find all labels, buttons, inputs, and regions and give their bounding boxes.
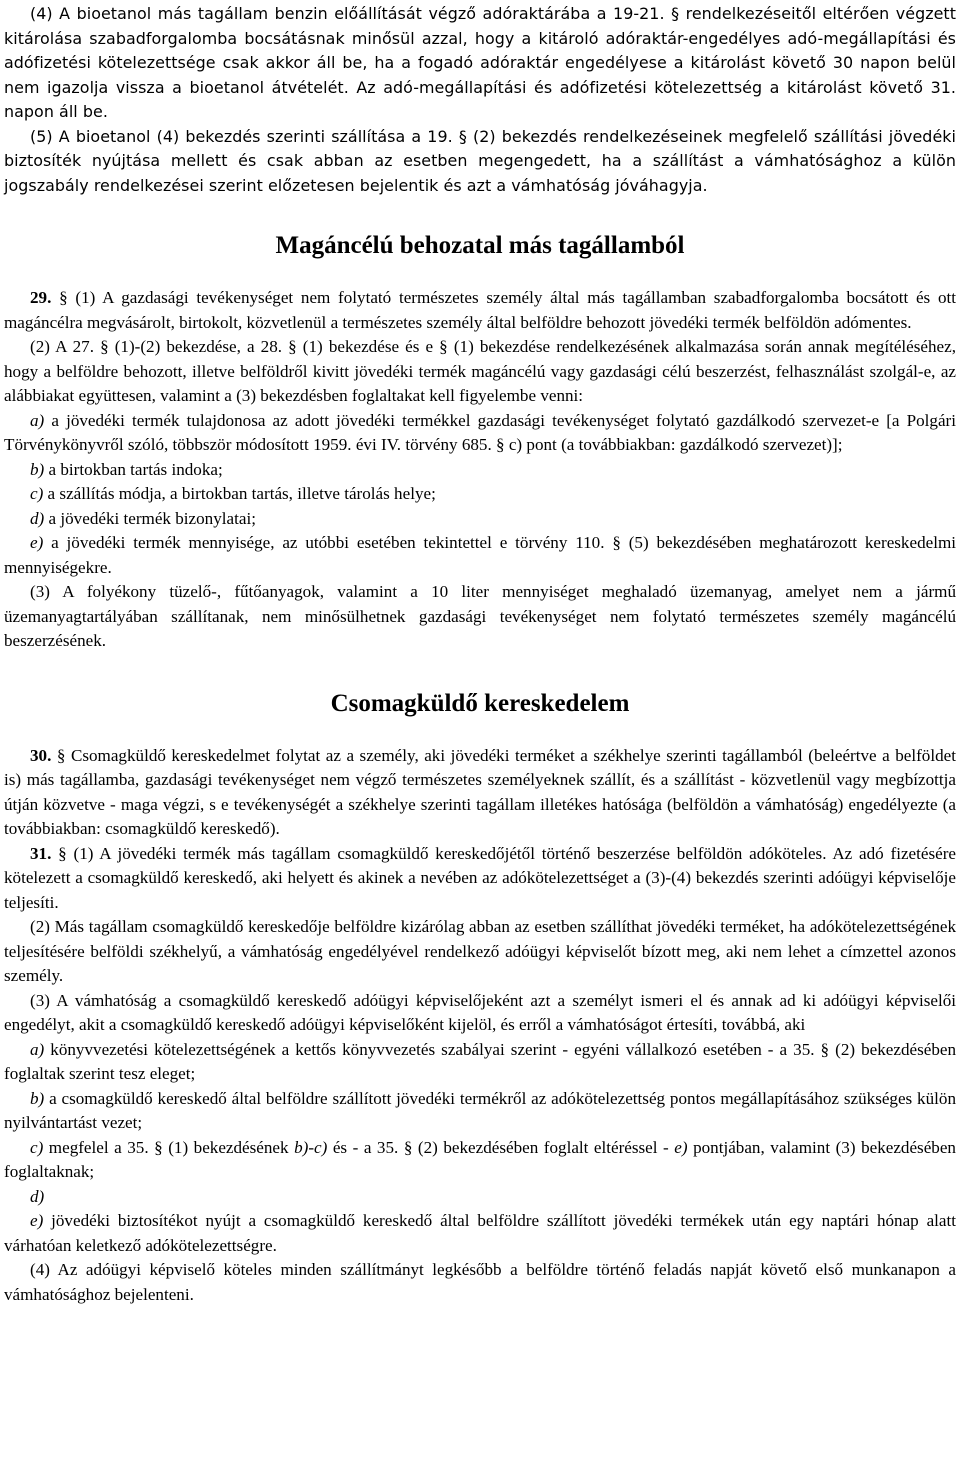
- list-item-31-a: [4, 1038, 956, 1087]
- list-item-ref: b)-c): [294, 1137, 328, 1157]
- paragraph-bioetanol-5: (5) A bioetanol (4) bekezdés szerinti szállítása a 19. § (2) bekezdés rendelkezéseinek megfelelő szállítási jövedéki biztosíték nyújtása mellett és csak abban az esetben megengedett, ha a szállítást a vámhatósághoz a külön jogszabály rendelkezései szerint előzetesen bejelentik és azt a vámhatóság jóváhagyja.: [4, 126, 956, 195]
- paragraph-30: [4, 744, 956, 842]
- list-item-text: megfelel a 35. § (1) bekezdésének: [43, 1137, 295, 1157]
- list-item-text: jövedéki biztosítékot nyújt a csomagküldő kereskedő által belföldre szállított jövedéki termékek után egy naptári hónap alatt várhatóan keletkező adókötelezettségre.: [4, 1211, 956, 1255]
- list-item-text: a szállítás módja, a birtokban tartás, illetve tárolás helye;: [43, 484, 436, 503]
- list-item-31-c: [4, 1136, 956, 1185]
- paragraph-29-3: (3) A folyékony tüzelő-, fűtőanyagok, valamint a 10 liter mennyiséget meghaladó üzemanyag, amelyet nem a jármű üzemanyagtartályában szállítanak, nem minősülhetnek gazdasági tevékenységet nem folytató természetes személy magáncélú beszerzésének.: [4, 582, 956, 650]
- list-marker: b): [30, 1088, 45, 1108]
- list-item-text: a jövedéki termék tulajdonosa az adott jövedéki termékkel gazdasági tevékenységet folytató gazdálkodó szervezet-e [a Polgári Törvénykönyvről szóló, többször módosított 1959. évi IV. törvény 685. § c) pont (a továbbiakban: gazdálkodó szervezet)];: [4, 410, 956, 454]
- list-marker: c): [30, 1137, 44, 1157]
- paragraph-29-2: (2) A 27. § (1)-(2) bekezdése, a 28. § (1) bekezdése és e § (1) bekezdése rendelkezésének alkalmazása során annak megítéléséhez, hogy a belföldre behozott, illetve belföldről kivitt jövedéki termék magáncélú vagy gazdasági célú beszerzést, felhasználást szolgál-e, az alábbiakat együttesen, valamint a (3) bekezdésben foglaltakat kell figyelembe venni:: [4, 337, 956, 405]
- list-item-ref: e): [674, 1137, 688, 1157]
- paragraph-31-2: (2) Más tagállam csomagküldő kereskedője belföldre kizárólag abban az esetben szállíthat jövedéki terméket, ha adókötelezettségének teljesítésére belföldi székhelyű, a vámhatóság engedélyével rendelkező adóügyi képviselőt bízott meg, aki nem lehet a címzettel azonos személy.: [4, 917, 956, 985]
- list-item-text: pontjában, valamint (3) bekezdésében foglaltaknak;: [4, 1137, 956, 1181]
- list-item-29-c: [4, 482, 956, 507]
- list-marker: c): [30, 484, 44, 503]
- list-marker: e): [30, 1211, 44, 1230]
- paragraph-29-1-text: § (1) A gazdasági tevékenységet nem folytató természetes személy által más tagállamban szabadforgalomba bocsátott és ott magáncélra megvásárolt, birtokolt, közvetlenül a természetes személy által belföldre behozott jövedéki termék belföldön adómentes.: [4, 288, 956, 332]
- list-marker: d): [30, 1186, 45, 1206]
- list-item-text: a jövedéki termék mennyisége, az utóbbi esetében tekintettel e törvény 110. § (5) bekezdésében meghatározott kereskedelmi mennyiségekre.: [4, 533, 956, 577]
- paragraph-30-text: § Csomagküldő kereskedelmet folytat az a személy, aki jövedéki terméket a székhelye szerinti tagállamból (beleértve a belföldet is) más tagállamba, gazdasági tevékenységet nem végző természetes személyeknek szállít, és a szállítást - közvetlenül vagy megbízottja útján közvetve - maga végzi, s e tevékenységét a székhelye szerinti tagállam illetékes hatósága (belföldön a vámhatóság) engedélyezte (a továbbiakban: csomagküldő kereskedő).: [4, 745, 956, 838]
- list-item-29-b: [4, 458, 956, 483]
- list-item-31-b: [4, 1087, 956, 1136]
- list-item-31-d: [4, 1185, 956, 1210]
- list-item-text: könyvvezetési kötelezettségének a kettős könyvvezetés szabályai szerint - egyéni vállalkozó esetében - a 35. § (2) bekezdésében foglaltak szerint tesz eleget;: [4, 1039, 956, 1083]
- list-marker: d): [30, 508, 45, 528]
- list-marker: a): [30, 410, 45, 430]
- section-heading-csomagkuldo: Csomagküldő kereskedelem: [330, 689, 630, 717]
- list-item-29-e: [4, 531, 956, 580]
- paragraph-29-1: [4, 286, 956, 335]
- section-number-31: 31.: [30, 843, 52, 863]
- list-item-text: és - a 35. § (2) bekezdésében foglalt eltéréssel -: [327, 1137, 675, 1157]
- list-marker: b): [30, 459, 45, 479]
- paragraph-31-1-text: § (1) A jövedéki termék más tagállam csomagküldő kereskedőjétől történő beszerzése belföldön adóköteles. Az adó fizetésére kötelezett a csomagküldő kereskedő, aki helyett és akinek a nevében az adókötelezettséget a (3)-(4) bekezdés szerinti adóügyi képviselője teljesíti.: [4, 843, 956, 912]
- list-item-text: a jövedéki termék bizonylatai;: [44, 508, 256, 528]
- list-marker: e): [30, 533, 44, 552]
- list-item-text: a csomagküldő kereskedő által belföldre szállított jövedéki termékről az adókötelezettség pontos megállapításához szükséges külön nyilvántartást vezet;: [4, 1088, 956, 1132]
- list-item-29-a: [4, 409, 956, 458]
- paragraph-31-4: (4) Az adóügyi képviselő köteles minden szállítmányt legkésőbb a belföldre történő feladás napját követő első munkanapon a vámhatósághoz bejelenteni.: [4, 1260, 956, 1304]
- list-marker: a): [30, 1039, 45, 1059]
- list-item-29-d: [4, 507, 956, 532]
- list-item-31-e: [4, 1209, 956, 1258]
- section-number-29: 29.: [30, 288, 52, 307]
- paragraph-bioetanol-4: (4) A bioetanol más tagállam benzin előállítását végző adóraktárába a 19-21. § rendelkezéseitől eltérően végzett kitárolása szabadforgalomba bocsátásnak minősül azzal, hogy a kitároló adóraktár-engedélyes adó-megállapítási és adófizetési kötelezettsége csak akkor áll be, ha a fogadó adóraktár engedélyese a kitárolást követő 30 napon belül nem igazolja vissza a bioetanol átvételét. Az adó-megállapítási és adófizetési kötelezettség a kitárolást követő 31. napon áll be.: [4, 4, 956, 121]
- paragraph-31-3: (3) A vámhatóság a csomagküldő kereskedő adóügyi képviselőjeként azt a személyt ismeri el és annak ad ki adóügyi képviselői engedélyt, akit a csomagküldő kereskedő adóügyi képviselőként kijelöl, és erről a vámhatóságot értesíti, továbbá, aki: [4, 990, 956, 1034]
- section-heading-maganceelu: Magáncélú behozatal más tagállamból: [275, 232, 685, 259]
- document-page: [0, 2, 960, 1307]
- section-number-30: 30.: [30, 745, 52, 765]
- list-item-text: a birtokban tartás indoka;: [44, 459, 223, 479]
- paragraph-31-1: [4, 842, 956, 916]
